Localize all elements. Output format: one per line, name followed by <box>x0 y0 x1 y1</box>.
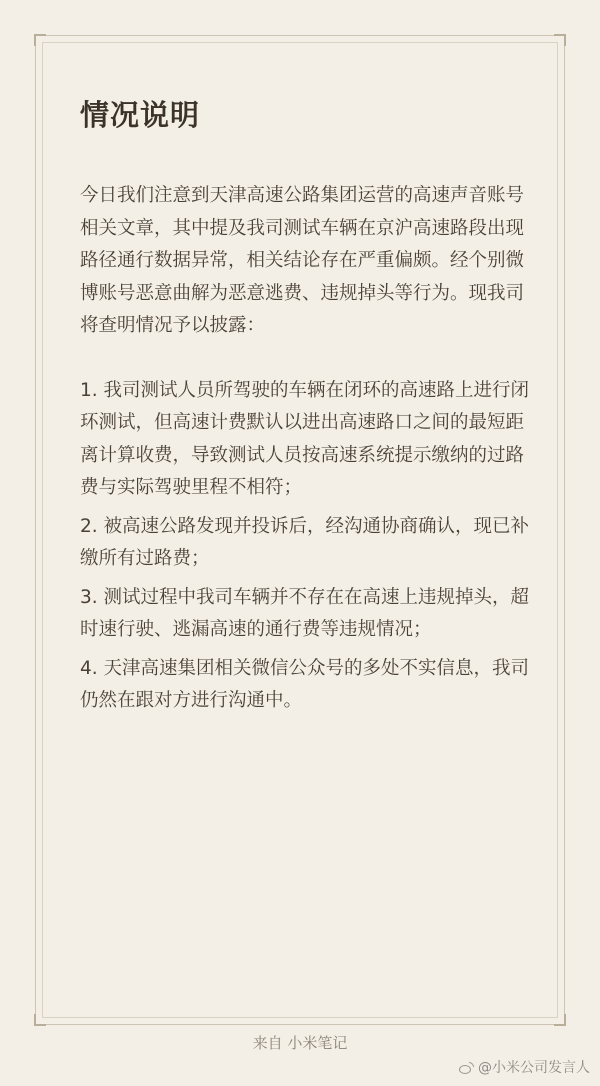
note-source-footer: 来自 小米笔记 <box>252 1034 348 1052</box>
document-content <box>80 90 530 724</box>
frame-corner-ornament <box>554 1014 566 1026</box>
frame-corner-ornament <box>34 1014 46 1026</box>
document-title: 情况说明 <box>80 98 201 132</box>
list-item: 2. 被高速公路发现并投诉后，经沟通协商确认，现已补缴所有过路费； <box>80 515 530 569</box>
frame-corner-ornament <box>554 34 566 46</box>
weibo-watermark <box>458 1058 590 1078</box>
list-item: 4. 天津高速集团相关微信公众号的多处不实信息，我司仍然在跟对方进行沟通中。 <box>80 657 530 711</box>
list-item: 1. 我司测试人员所驾驶的车辆在闭环的高速路上进行闭环测试，但高速计费默认以进出高速路口之间的最短距离计算收费，导致测试人员按高速系统提示缴纳的过路费与实际驾驶里程不相符； <box>80 379 530 498</box>
list-item: 3. 测试过程中我司车辆并不存在在高速上违规掉头，超时速行驶、逃漏高速的通行费等违规情况； <box>80 586 530 640</box>
frame-corner-ornament <box>34 34 46 46</box>
intro-paragraph: 今日我们注意到天津高速公路集团运营的高速声音账号相关文章，其中提及我司测试车辆在京沪高速路段出现路径通行数据异常，相关结论存在严重偏颇。经个别微博账号恶意曲解为恶意逃费、违规掉头等行为。现我司将查明情况予以披露： <box>80 185 525 336</box>
weibo-icon <box>458 1062 474 1075</box>
watermark-text: @小米公司发言人 <box>478 1060 590 1076</box>
paragraph-spacer <box>80 343 530 375</box>
